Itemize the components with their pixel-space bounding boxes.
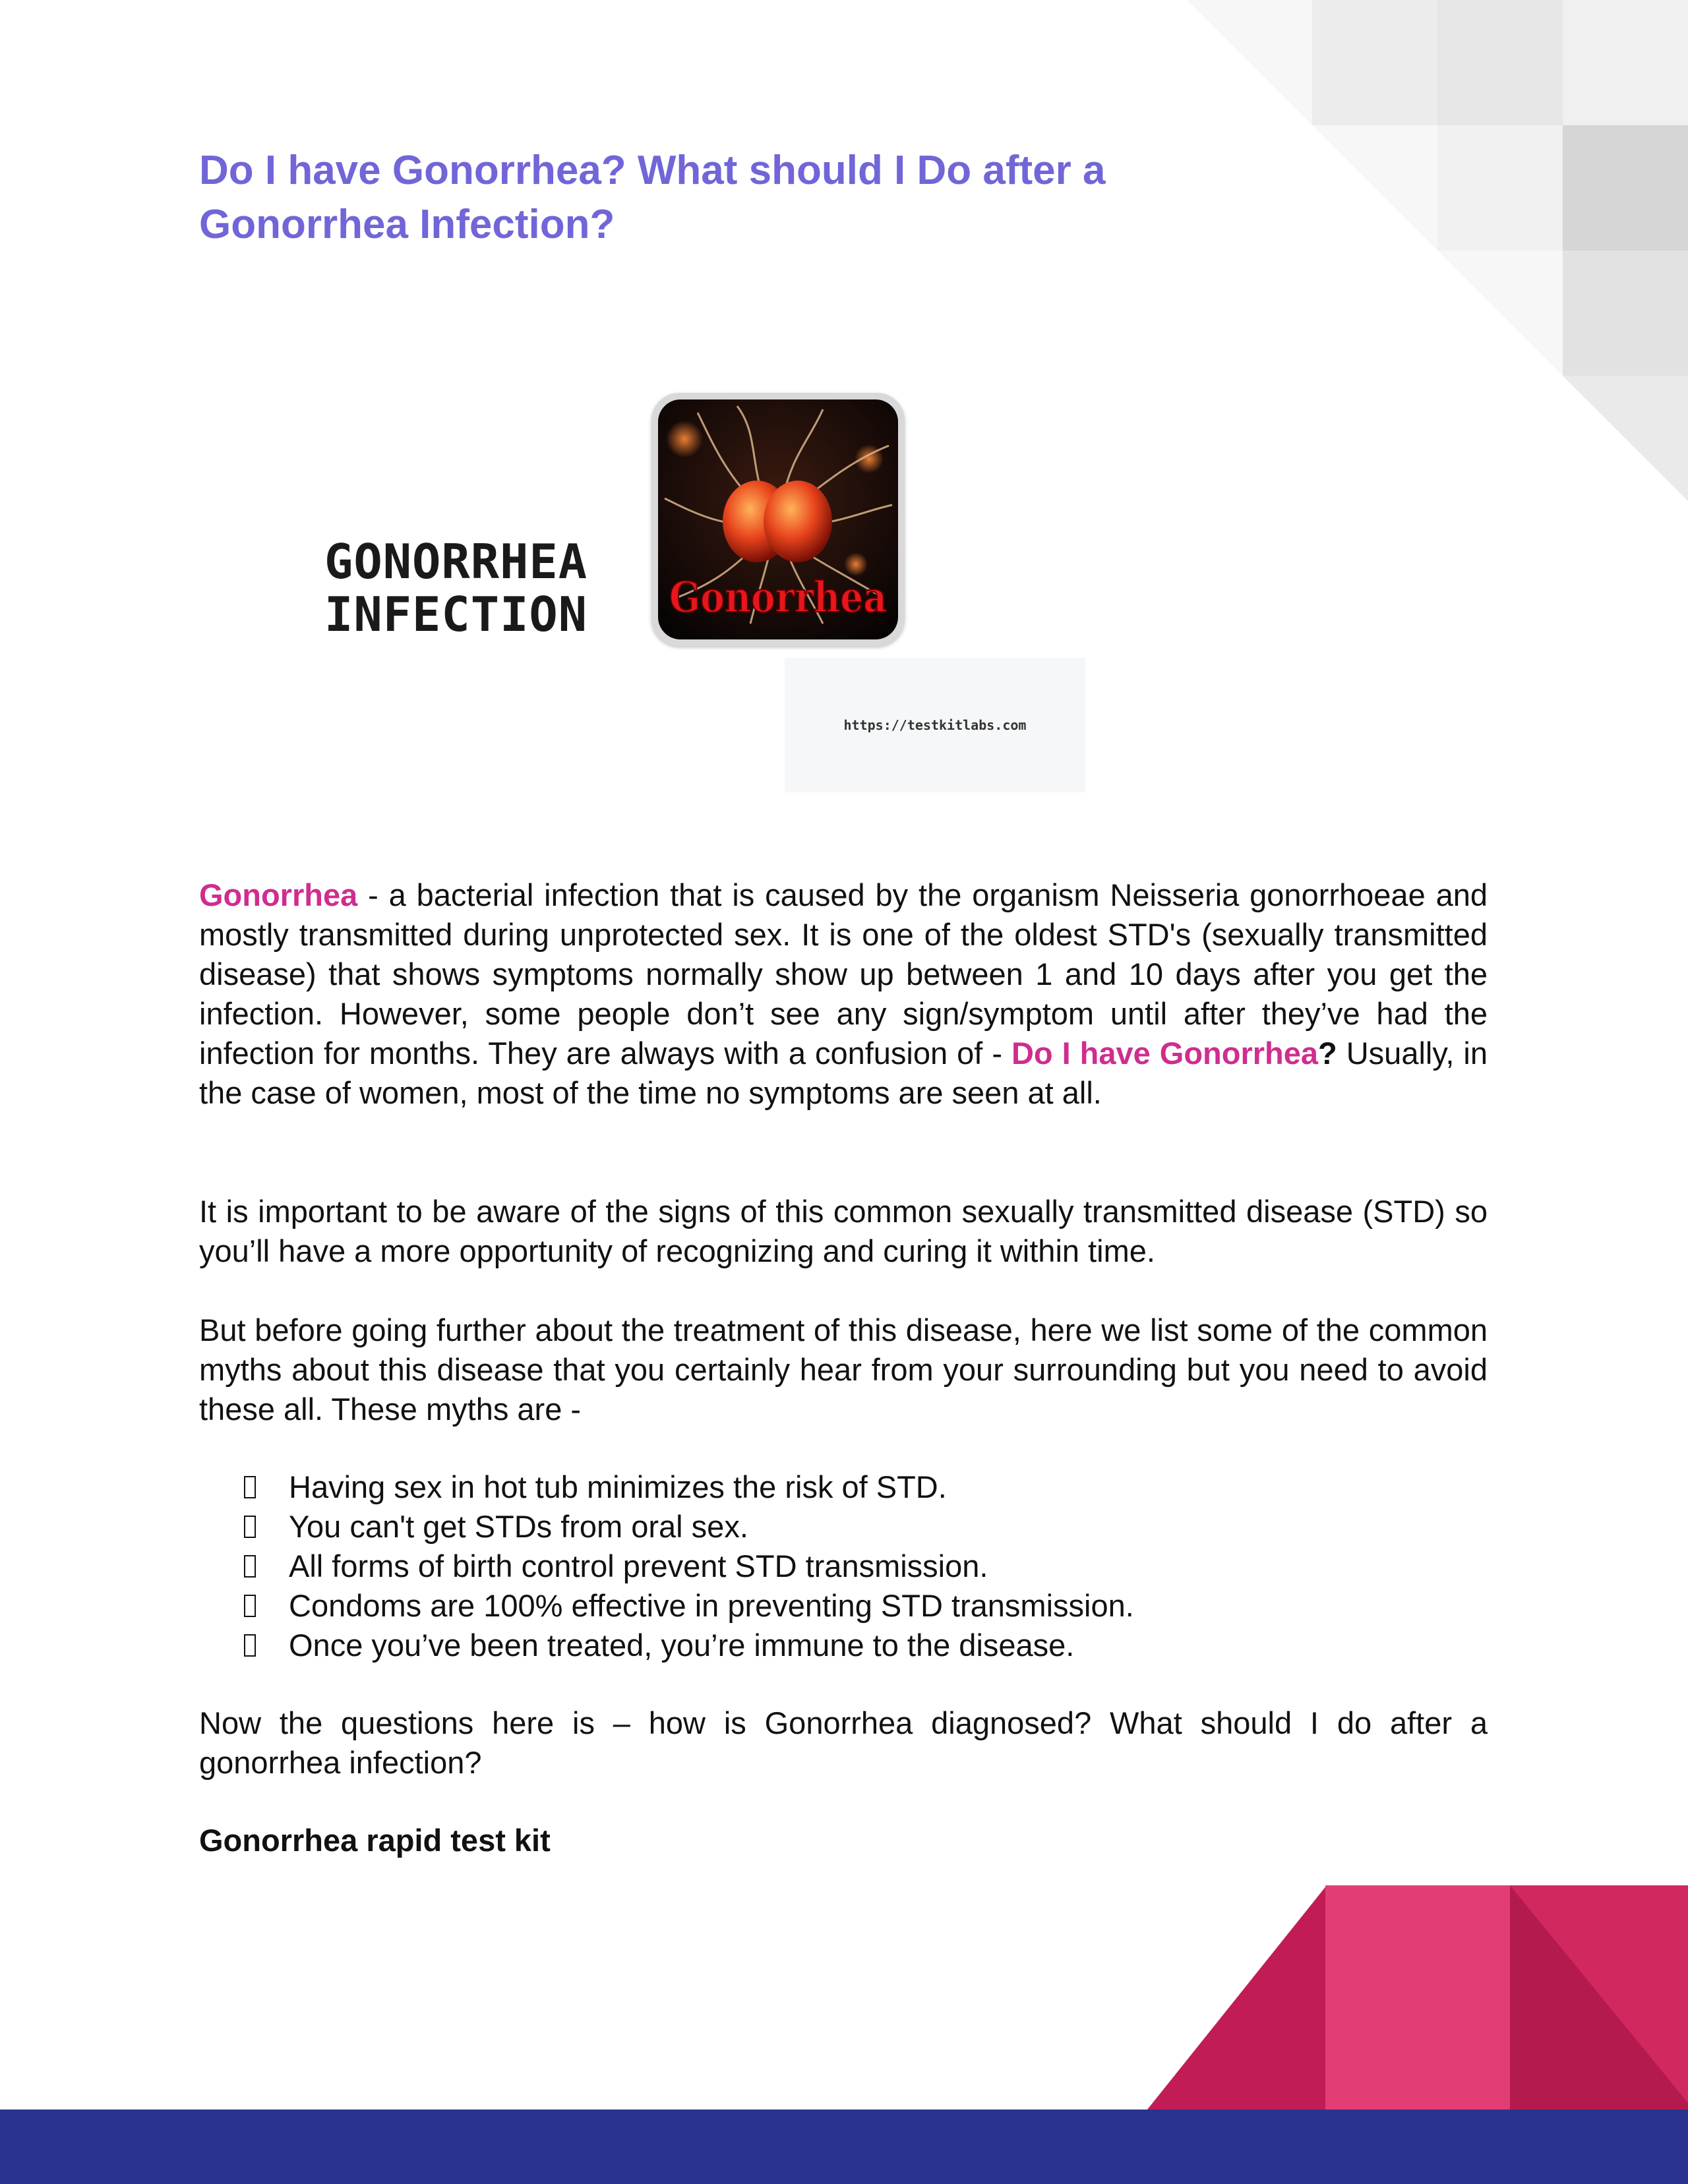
- myth-text: Condoms are 100% effective in preventing STD transmission.: [289, 1588, 1134, 1623]
- page-title: Do I have Gonorrhea? What should I Do after a Gonorrhea Infection?: [199, 148, 1106, 247]
- bullet-box-icon: [244, 1555, 256, 1578]
- awareness-paragraph: It is important to be aware of the signs of this common sexually transmitted disease (STD) so you’ll have a more opportunity of recognizing and curing it within time.: [199, 1194, 1488, 1268]
- myth-text: Once you’ve been treated, you’re immune to the disease.: [289, 1628, 1075, 1663]
- bullet-box-icon: [244, 1516, 256, 1538]
- source-url-box: [785, 658, 1085, 792]
- intro-paragraph: [199, 875, 1488, 1113]
- diagnosis-question-paragraph: Now the questions here is – how is Gonorrhea diagnosed? What should I do after a gonorrhea infection?: [199, 1705, 1488, 1780]
- gonorrhea-bacteria-image: [651, 393, 905, 646]
- list-item: [244, 1626, 1134, 1665]
- myth-text: You can't get STDs from oral sex.: [289, 1509, 748, 1544]
- myths-intro-paragraph: But before going further about the treatment of this disease, here we list some of the common myths about this disease that you certainly hear from your surrounding but you need to avoid these all. These myths are -: [199, 1313, 1488, 1427]
- corner-decoration-bottom: [0, 1885, 1688, 2184]
- myths-list: [244, 1467, 1134, 1665]
- question-highlight: Do I have Gonorrhea: [1011, 1036, 1319, 1071]
- hero-caption-line1: GONORRHEA: [324, 534, 588, 589]
- question-mark: ?: [1318, 1036, 1337, 1071]
- footer-bar: [0, 2110, 1688, 2184]
- hero-caption-line2: INFECTION: [324, 587, 588, 642]
- hero-caption: [324, 535, 588, 641]
- bullet-box-icon: [244, 1634, 256, 1657]
- list-item: [244, 1586, 1134, 1626]
- intro-text-a: - a bacterial infection that is caused by the organism Neisseria gonorrhoeae and mostly transmitted during unprotected sex. It is one of the oldest STD's (sexually transmitted disease) that shows symptoms normally show up between 1 and 10 days after you get the infection. However, some people don’t see any sign/symptom until after they’ve had the infection for months. They are always with a confusion of -: [199, 877, 1488, 1071]
- term-gonorrhea: Gonorrhea: [199, 877, 358, 912]
- list-item: [244, 1467, 1134, 1507]
- myth-text: All forms of birth control prevent STD transmission.: [289, 1549, 988, 1583]
- intro-text-b: Usually, in the case of women, most of the time no symptoms are seen at all.: [199, 1036, 1488, 1110]
- source-url: https://testkitlabs.com: [843, 717, 1027, 733]
- bacteria-illustration: [658, 399, 898, 639]
- myth-text: Having sex in hot tub minimizes the risk of STD.: [289, 1469, 947, 1504]
- bullet-box-icon: [244, 1595, 256, 1617]
- list-item: [244, 1547, 1134, 1586]
- bullet-box-icon: [244, 1476, 256, 1498]
- section-heading: Gonorrhea rapid test kit: [199, 1823, 551, 1858]
- list-item: [244, 1507, 1134, 1547]
- badge-label: Gonorrhea: [669, 573, 887, 622]
